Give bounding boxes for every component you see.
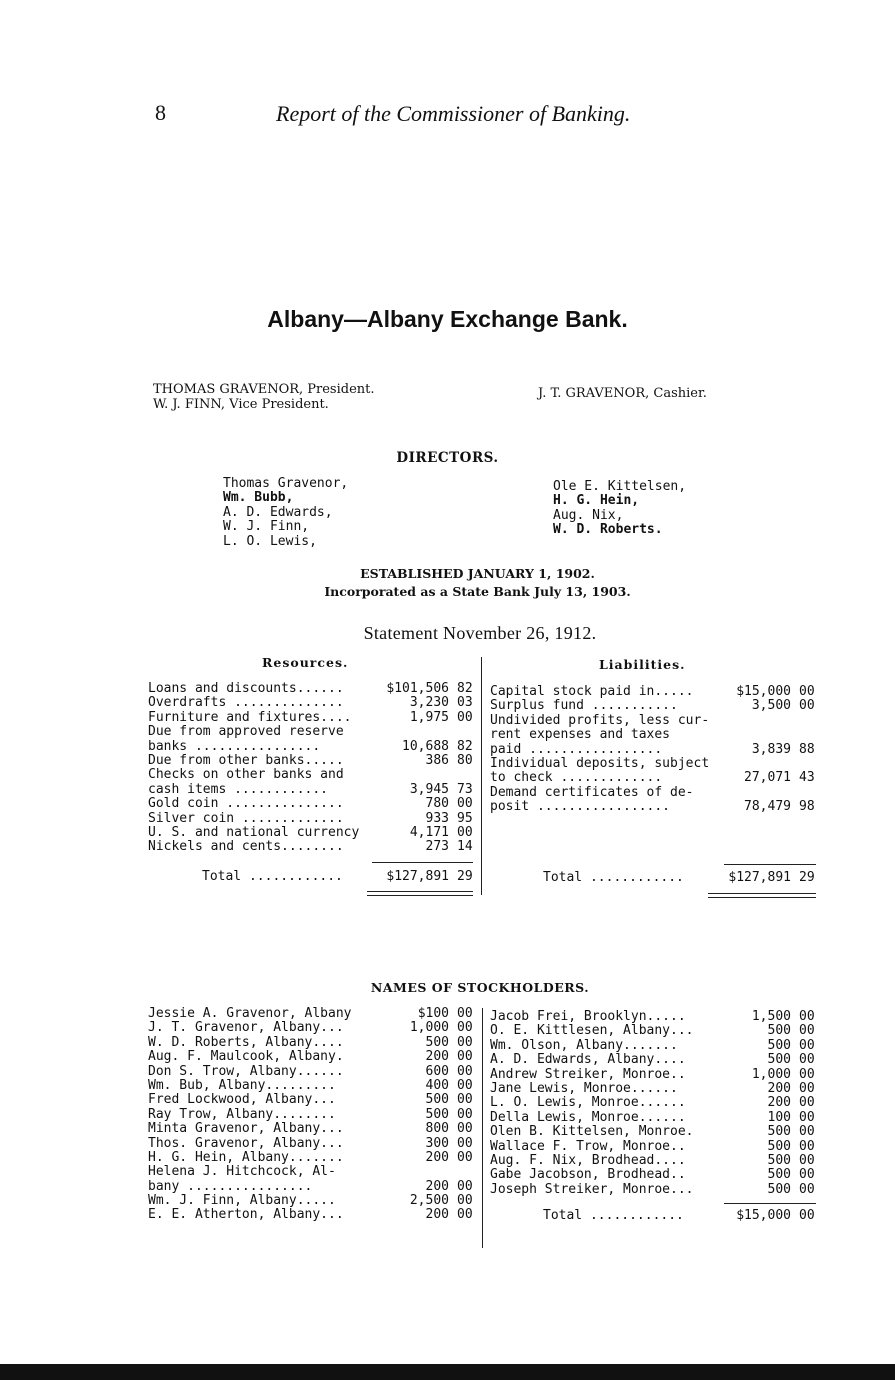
liabilities-total-rule — [724, 864, 816, 865]
stockholder-name: W. D. Roberts, Albany.... — [148, 1034, 344, 1050]
stockholder-amount: 500 — [425, 1092, 449, 1108]
stockholder-name: Aug. F. Maulcook, Albany. — [148, 1049, 344, 1065]
stockholders-total-cents: 00 — [799, 1208, 815, 1223]
president: THOMAS GRAVENOR, President. — [153, 382, 375, 397]
stockholder-name: Fred Lockwood, Albany... — [148, 1092, 336, 1108]
liability-item: Demand certificates of de- — [490, 784, 694, 800]
statement-title: Statement November 26, 1912. — [363, 623, 597, 643]
resource-cents: 14 — [457, 839, 473, 855]
resource-amount: 10,688 — [402, 738, 449, 754]
resource-item: Nickels and cents........ — [148, 839, 344, 855]
stockholder-amount: 800 — [425, 1121, 449, 1137]
resources-total-rule — [372, 862, 473, 863]
stockholder-amount: 500 — [767, 1167, 791, 1183]
stockholder-amount: 200 — [425, 1049, 449, 1065]
resource-cents: 82 — [457, 738, 473, 754]
stockholder-amount: 500 — [767, 1181, 791, 1197]
liability-amount — [700, 757, 791, 771]
stockholder-amount: 500 — [425, 1034, 449, 1050]
resource-amount: 933 — [425, 810, 449, 826]
stockholder-name: L. O. Lewis, Monroe...... — [490, 1095, 686, 1111]
stockholder-cents: 00 — [799, 1037, 815, 1053]
stockholder-name: Wm. Olson, Albany....... — [490, 1037, 678, 1053]
stockholder-name: Wm. J. Finn, Albany..... — [148, 1193, 336, 1209]
stockholder-name: Wallace F. Trow, Monroe.. — [490, 1138, 686, 1154]
resources-dollars — [360, 682, 449, 855]
resource-item: Loans and discounts...... — [148, 681, 344, 696]
stockholder-cents: 00 — [457, 1149, 473, 1165]
stockholder-cents: 00 — [457, 1121, 473, 1137]
liability-amount — [700, 714, 791, 728]
liability-cents — [799, 786, 815, 800]
resource-item: Gold coin ............... — [148, 796, 344, 812]
liability-item: Individual deposits, subject — [490, 755, 710, 771]
resource-cents: 00 — [457, 824, 473, 840]
resource-item: Due from approved reserve — [148, 724, 344, 740]
liabilities-cents — [799, 685, 815, 815]
stockholder-cents: 00 — [457, 1207, 473, 1223]
officers-left — [153, 382, 375, 412]
stockholder-cents: 00 — [799, 1080, 815, 1096]
stockholder-amount: 200 — [767, 1080, 791, 1096]
resource-item: U. S. and national currency — [148, 824, 360, 840]
stockholders-left-dollars — [372, 1007, 449, 1223]
double-rule — [708, 893, 816, 894]
stockholder-name: Ray Trow, Albany........ — [148, 1106, 336, 1122]
liabilities-heading: Liabilities. — [599, 657, 686, 672]
stockholder-cents: 00 — [457, 1135, 473, 1151]
resource-amount: 3,230 — [409, 695, 449, 711]
stockholder-amount: 500 — [767, 1124, 791, 1140]
resource-cents — [457, 768, 473, 782]
stockholder-cents: 00 — [799, 1167, 815, 1183]
resource-cents: 80 — [457, 752, 473, 768]
stockholder-cents: 00 — [799, 1124, 815, 1140]
resources-total-cents: 29 — [457, 869, 473, 884]
liability-item: posit ................. — [490, 799, 671, 815]
liability-amount — [700, 728, 791, 742]
resources-total-amount: $127,891 — [386, 869, 449, 884]
director: W. J. Finn, — [223, 519, 310, 535]
liability-amount: 27,071 — [744, 770, 791, 786]
stockholder-name: Olen B. Kittelsen, Monroe. — [490, 1124, 694, 1140]
resources-total-label: Total ............ — [202, 869, 343, 884]
running-title: Report of the Commissioner of Banking. — [276, 101, 631, 126]
stockholders-left-cents — [457, 1007, 473, 1223]
liability-cents: 98 — [799, 799, 815, 815]
director: Wm. Bubb, — [223, 490, 294, 506]
liability-item: rent expenses and taxes — [490, 727, 671, 743]
double-rule — [708, 897, 816, 898]
page-number: 8 — [155, 100, 166, 125]
resource-cents: 73 — [457, 781, 473, 797]
stockholder-amount: 500 — [767, 1052, 791, 1068]
resource-item: banks ................ — [148, 738, 321, 754]
stockholders-total-label: Total ............ — [543, 1208, 684, 1223]
resource-amount: 273 — [425, 839, 449, 855]
column-divider — [481, 657, 482, 895]
stockholder-cents: 00 — [799, 1109, 815, 1125]
resource-amount: 1,975 — [409, 709, 449, 725]
stockholder-amount: 200 — [425, 1149, 449, 1165]
stockholder-name: Andrew Streiker, Monroe.. — [490, 1066, 686, 1082]
stockholder-cents: 00 — [799, 1095, 815, 1111]
stockholders-divider — [482, 1008, 483, 1248]
directors-heading: DIRECTORS. — [396, 450, 499, 466]
resource-amount: 780 — [425, 796, 449, 812]
double-rule — [367, 891, 473, 892]
stockholder-name: O. E. Kittlesen, Albany... — [490, 1023, 694, 1039]
liability-cents: 88 — [799, 741, 815, 757]
stockholder-name: Joseph Streiker, Monroe... — [490, 1181, 694, 1197]
liability-item: Undivided profits, less cur- — [490, 712, 710, 728]
stockholder-name: Jessie A. Gravenor, Albany — [148, 1006, 352, 1021]
resource-item: Overdrafts .............. — [148, 695, 344, 711]
director: W. D. Roberts. — [553, 522, 663, 538]
liability-item: paid ................. — [490, 741, 663, 757]
stockholder-name: Jane Lewis, Monroe...... — [490, 1080, 678, 1096]
stockholders-total-rule — [724, 1203, 816, 1204]
stockholder-name: J. T. Gravenor, Albany... — [148, 1020, 344, 1036]
resource-amount — [360, 768, 449, 782]
stockholder-amount: 400 — [425, 1077, 449, 1093]
stockholder-amount: 500 — [767, 1152, 791, 1168]
liability-item: Capital stock paid in..... — [490, 684, 694, 699]
resource-item: Silver coin ............. — [148, 810, 344, 826]
resource-amount — [360, 725, 449, 739]
liability-amount: 78,479 — [744, 799, 791, 815]
resource-cents — [457, 725, 473, 739]
stockholder-name: bany ................ — [148, 1178, 313, 1194]
stockholder-cents: 00 — [457, 1193, 473, 1209]
liabilities-total-cents: 29 — [799, 870, 815, 885]
stockholder-cents: 00 — [457, 1006, 473, 1021]
director: H. G. Hein, — [553, 493, 640, 509]
stockholder-cents: 00 — [799, 1009, 815, 1024]
director: Aug. Nix, — [553, 507, 624, 523]
stockholder-amount: 600 — [425, 1063, 449, 1079]
resource-cents: 00 — [457, 709, 473, 725]
liability-amount: 3,500 — [751, 698, 791, 714]
stockholders-total-amount: $15,000 — [736, 1208, 791, 1223]
liabilities-labels — [490, 685, 709, 815]
resource-amount: $101,506 — [386, 681, 449, 696]
stockholder-cents: 00 — [457, 1020, 473, 1036]
stockholder-name: Jacob Frei, Brooklyn..... — [490, 1009, 686, 1024]
liability-cents — [799, 714, 815, 728]
resources-cents — [457, 682, 473, 855]
stockholder-cents: 00 — [457, 1178, 473, 1194]
resource-cents: 82 — [457, 681, 473, 696]
directors-left — [223, 477, 348, 549]
established-line: ESTABLISHED JANUARY 1, 1902. — [360, 566, 595, 581]
resource-cents: 95 — [457, 810, 473, 826]
stockholder-name: Gabe Jacobson, Brodhead.. — [490, 1167, 686, 1183]
stockholder-amount: 500 — [767, 1138, 791, 1154]
stockholder-cents: 00 — [799, 1181, 815, 1197]
stockholder-name: H. G. Hein, Albany....... — [148, 1149, 344, 1165]
liability-item: Surplus fund ........... — [490, 698, 678, 714]
stockholder-name: Thos. Gravenor, Albany... — [148, 1135, 344, 1151]
stockholder-name: E. E. Atherton, Albany... — [148, 1207, 344, 1223]
resource-amount: 3,945 — [409, 781, 449, 797]
stockholder-name: Wm. Bub, Albany......... — [148, 1077, 336, 1093]
double-rule — [367, 895, 473, 896]
stockholder-amount: 200 — [425, 1207, 449, 1223]
stockholder-name: A. D. Edwards, Albany.... — [490, 1052, 686, 1068]
stockholder-cents: 00 — [457, 1077, 473, 1093]
stockholder-name: Don S. Trow, Albany...... — [148, 1063, 344, 1079]
director: L. O. Lewis, — [223, 533, 317, 549]
liability-cents: 00 — [799, 698, 815, 714]
stockholder-cents: 00 — [457, 1106, 473, 1122]
stockholders-right-cents — [799, 1010, 815, 1197]
stockholder-name: Minta Gravenor, Albany... — [148, 1121, 344, 1137]
liabilities-total-amount: $127,891 — [728, 870, 791, 885]
stockholder-amount: 300 — [425, 1135, 449, 1151]
liabilities-dollars — [700, 685, 791, 815]
stockholder-name: Della Lewis, Monroe...... — [490, 1109, 686, 1125]
stockholder-name: Helena J. Hitchcock, Al- — [148, 1164, 336, 1180]
stockholder-amount: 200 — [767, 1095, 791, 1111]
stockholder-amount: 2,500 — [409, 1193, 449, 1209]
stockholder-amount: 1,500 — [751, 1009, 791, 1024]
liability-amount: 3,839 — [751, 741, 791, 757]
stockholder-amount: 1,000 — [409, 1020, 449, 1036]
vice-president: W. J. FINN, Vice President. — [153, 397, 329, 412]
liability-amount — [700, 786, 791, 800]
directors-right — [553, 480, 686, 538]
stockholder-amount: 500 — [767, 1037, 791, 1053]
stockholder-cents: 00 — [799, 1138, 815, 1154]
resource-item: Checks on other banks and — [148, 767, 344, 783]
stockholder-amount: 200 — [425, 1178, 449, 1194]
liability-cents — [799, 728, 815, 742]
stockholder-amount: $100 — [417, 1006, 449, 1021]
resources-labels — [148, 682, 359, 855]
stockholder-cents — [457, 1165, 473, 1179]
director: Ole E. Kittelsen, — [553, 479, 687, 494]
stockholders-right-dollars — [712, 1010, 791, 1197]
stockholder-cents: 00 — [457, 1063, 473, 1079]
liability-cents: 00 — [799, 684, 815, 699]
resource-amount: 4,171 — [409, 824, 449, 840]
stockholder-amount: 1,000 — [751, 1066, 791, 1082]
stockholder-name: Aug. F. Nix, Brodhead.... — [490, 1152, 686, 1168]
stockholder-cents: 00 — [457, 1092, 473, 1108]
resource-item: Furniture and fixtures.... — [148, 709, 352, 725]
liability-amount: $15,000 — [736, 684, 791, 699]
resource-item: cash items ............ — [148, 781, 329, 797]
stockholder-cents: 00 — [799, 1066, 815, 1082]
resource-cents: 00 — [457, 796, 473, 812]
stockholder-cents: 00 — [799, 1023, 815, 1039]
resource-amount: 386 — [425, 752, 449, 768]
stockholders-heading: NAMES OF STOCKHOLDERS. — [370, 980, 590, 995]
resource-cents: 03 — [457, 695, 473, 711]
resources-heading: Resources. — [262, 655, 349, 670]
stockholder-cents: 00 — [799, 1052, 815, 1068]
bank-title: Albany—Albany Exchange Bank. — [267, 306, 628, 332]
incorporated-line: Incorporated as a State Bank July 13, 1903. — [324, 584, 631, 599]
director: A. D. Edwards, — [223, 504, 333, 520]
liabilities-total-label: Total ............ — [543, 870, 684, 885]
stockholder-amount — [372, 1165, 449, 1179]
liability-cents — [799, 757, 815, 771]
resource-item: Due from other banks..... — [148, 752, 344, 768]
stockholders-left-names — [148, 1007, 352, 1223]
liability-item: to check ............. — [490, 770, 663, 786]
stockholder-amount: 500 — [425, 1106, 449, 1122]
stockholders-right-names — [490, 1010, 694, 1197]
cashier: J. T. GRAVENOR, Cashier. — [538, 386, 707, 401]
stockholder-cents: 00 — [457, 1034, 473, 1050]
liability-cents: 43 — [799, 770, 815, 786]
scan-bottom-edge — [0, 1364, 895, 1380]
stockholder-amount: 100 — [767, 1109, 791, 1125]
stockholder-cents: 00 — [799, 1152, 815, 1168]
stockholder-cents: 00 — [457, 1049, 473, 1065]
stockholder-amount: 500 — [767, 1023, 791, 1039]
director: Thomas Gravenor, — [223, 476, 349, 491]
